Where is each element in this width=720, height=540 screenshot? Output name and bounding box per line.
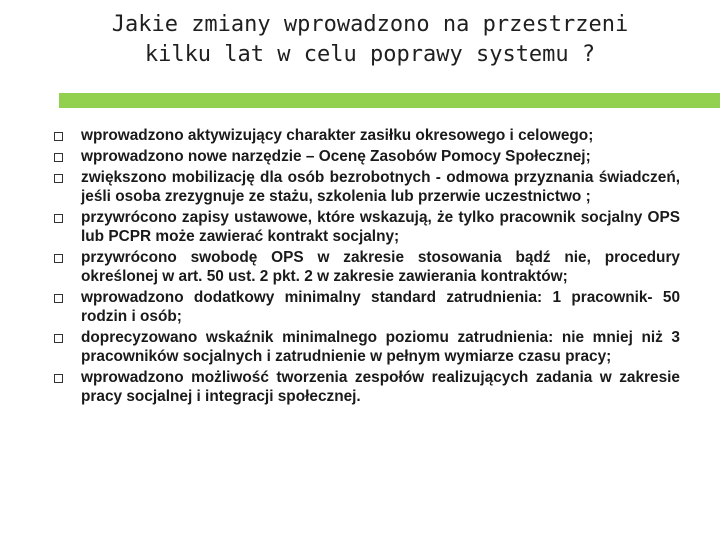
slide-title	[40, 10, 700, 70]
hollow-square-icon	[54, 174, 63, 183]
bullet-list	[54, 126, 680, 408]
list-item-text: wprowadzono możliwość tworzenia zespołów realizujących zadania w zakresie pracy socjalnej i integracji społecznej.	[81, 368, 680, 405]
list-item-text: wprowadzono nowe narzędzie – Ocenę Zasobów Pomocy Społecznej;	[81, 147, 591, 165]
hollow-square-icon	[54, 374, 63, 383]
list-item	[54, 288, 680, 326]
list-item	[54, 208, 680, 246]
list-item-text: przywrócono zapisy ustawowe, które wskazują, że tylko pracownik socjalny OPS lub PCPR może zawierać kontrakt socjalny;	[81, 208, 680, 245]
list-item	[54, 328, 680, 366]
list-item-text: przywrócono swobodę OPS w zakresie stosowania bądź nie, procedury określonej w art. 50 ust. 2 pkt. 2 w zakresie zawierania kontraktów;	[81, 248, 680, 285]
hollow-square-icon	[54, 294, 63, 303]
hollow-square-icon	[54, 254, 63, 263]
list-item	[54, 368, 680, 406]
list-item-text: zwiększono mobilizację dla osób bezrobotnych - odmowa przyznania świadczeń, jeśli osoba zrezygnuje ze stażu, szkolenia lub przerwie uczestnictwo ;	[81, 168, 680, 205]
title-line-1: Jakie zmiany wprowadzono na przestrzeni	[111, 12, 629, 37]
list-item	[54, 168, 680, 206]
hollow-square-icon	[54, 153, 63, 162]
hollow-square-icon	[54, 334, 63, 343]
list-item	[54, 126, 680, 145]
hollow-square-icon	[54, 132, 63, 141]
list-item-text: doprecyzowano wskaźnik minimalnego poziomu zatrudnienia: nie mniej niż 3 pracowników socjalnych i zatrudnienie w pełnym wymiarze czasu pracy;	[81, 328, 680, 365]
list-item-text: wprowadzono aktywizujący charakter zasiłku okresowego i celowego;	[81, 127, 594, 144]
title-line-2: kilku lat w celu poprawy systemu ?	[144, 42, 596, 67]
accent-bar	[59, 93, 720, 108]
list-item-text: wprowadzono dodatkowy minimalny standard zatrudnienia: 1 pracownik- 50 rodzin i osób;	[81, 288, 680, 325]
list-item	[54, 147, 680, 166]
list-item	[54, 248, 680, 286]
hollow-square-icon	[54, 214, 63, 223]
